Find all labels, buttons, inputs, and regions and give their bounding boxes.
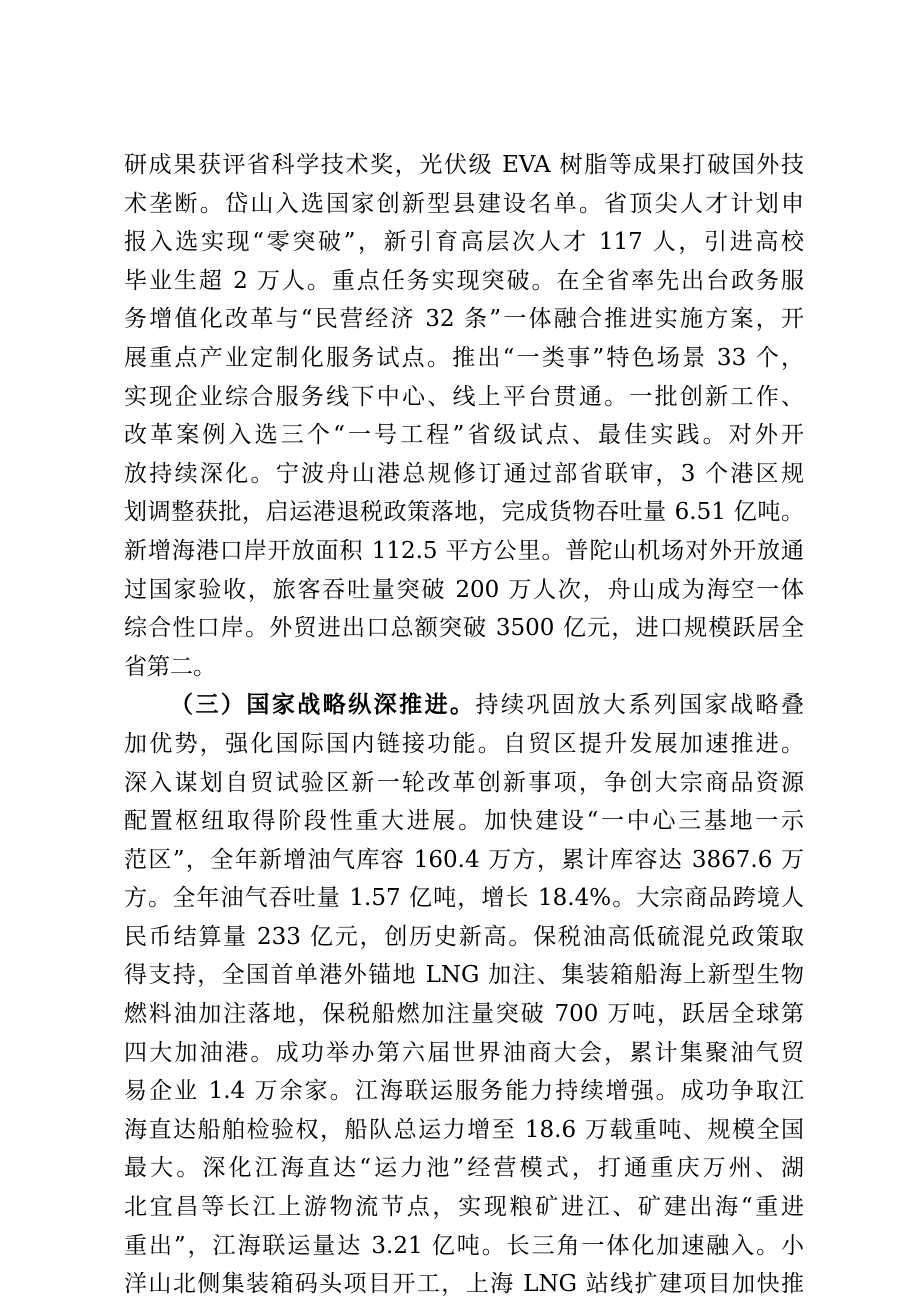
text-line: 放持续深化。宁波舟山港总规修订通过部省联审，3 个港区规: [124, 460, 804, 487]
text-line: 新增海港口岸开放面积 112.5 平方公里。普陀山机场对外开放通: [124, 537, 804, 564]
text-line: 易企业 1.4 万余家。江海联运服务能力持续增强。成功争取江: [124, 1078, 804, 1105]
text-line: 配置枢纽取得阶段性重大进展。加快建设“一中心三基地一示: [124, 808, 804, 835]
text-line: 报入选实现“零突破”，新引育高层次人才 117 人，引进高校: [124, 229, 804, 256]
text-line: 研成果获评省科学技术奖，光伏级 EVA 树脂等成果打破国外技: [124, 152, 804, 178]
text-line: 务增值化改革与“民营经济 32 条”一体融合推进实施方案，开: [124, 306, 804, 333]
text-line: 展重点产业定制化服务试点。推出“一类事”特色场景 33 个，: [124, 344, 804, 371]
text-line: 综合性口岸。外贸进出口总额突破 3500 亿元，进口规模跃居全: [124, 615, 804, 642]
text-line: 洋山北侧集装箱码头项目开工，上海 LNG 站线扩建项目加快推: [124, 1271, 804, 1298]
text-line: 毕业生超 2 万人。重点任务实现突破。在全省率先出台政务服: [124, 267, 804, 294]
body-text: [124, 146, 804, 1304]
text-line: 划调整获批，启运港退税政策落地，完成货物吞吐量 6.51 亿吨。: [124, 499, 804, 526]
text-line: 实现企业综合服务线下中心、线上平台贯通。一批创新工作、: [124, 383, 804, 410]
section-heading: （三）国家战略纵深推进。: [170, 691, 476, 719]
text-line: 范区”，全年新增油气库容 160.4 万方，累计库容达 3867.6 万: [124, 846, 804, 873]
text-line: 北宜昌等长江上游物流节点，实现粮矿进江、矿建出海“重进: [124, 1194, 804, 1221]
text-line: 海直达船舶检验权，船队总运力增至 18.6 万载重吨、规模全国: [124, 1116, 804, 1143]
text-line: 民币结算量 233 亿元，创历史新高。保税油高低硫混兑政策取: [124, 923, 804, 950]
text-line: 改革案例入选三个“一号工程”省级试点、最佳实践。对外开: [124, 422, 804, 449]
section-heading-line: [124, 686, 804, 725]
text-line: 最大。深化江海直达“运力池”经营模式，打通重庆万州、湖: [124, 1155, 804, 1182]
text-line: 方。全年油气吞吐量 1.57 亿吨，增长 18.4%。大宗商品跨境人: [124, 885, 804, 912]
text-line: 术垄断。岱山入选国家创新型县建设名单。省顶尖人才计划申: [124, 190, 804, 217]
text-line: 加优势，强化国际国内链接功能。自贸区提升发展加速推进。: [124, 730, 804, 757]
section-heading-rest: 持续巩固放大系列国家战略叠: [475, 692, 804, 719]
text-line: 四大加油港。成功举办第六届世界油商大会，累计集聚油气贸: [124, 1039, 804, 1066]
text-line: 燃料油加注落地，保税船燃加注量突破 700 万吨，跃居全球第: [124, 1001, 804, 1028]
text-line: 得支持，全国首单港外锚地 LNG 加注、集装箱船海上新型生物: [124, 962, 804, 989]
text-line: 过国家验收，旅客吞吐量突破 200 万人次，舟山成为海空一体: [124, 576, 804, 603]
text-line: 省第二。: [124, 653, 216, 680]
text-line: 重出”，江海联运量达 3.21 亿吨。长三角一体化加速融入。小: [124, 1232, 804, 1259]
text-line: 深入谋划自贸试验区新一轮改革创新事项，争创大宗商品资源: [124, 769, 804, 796]
